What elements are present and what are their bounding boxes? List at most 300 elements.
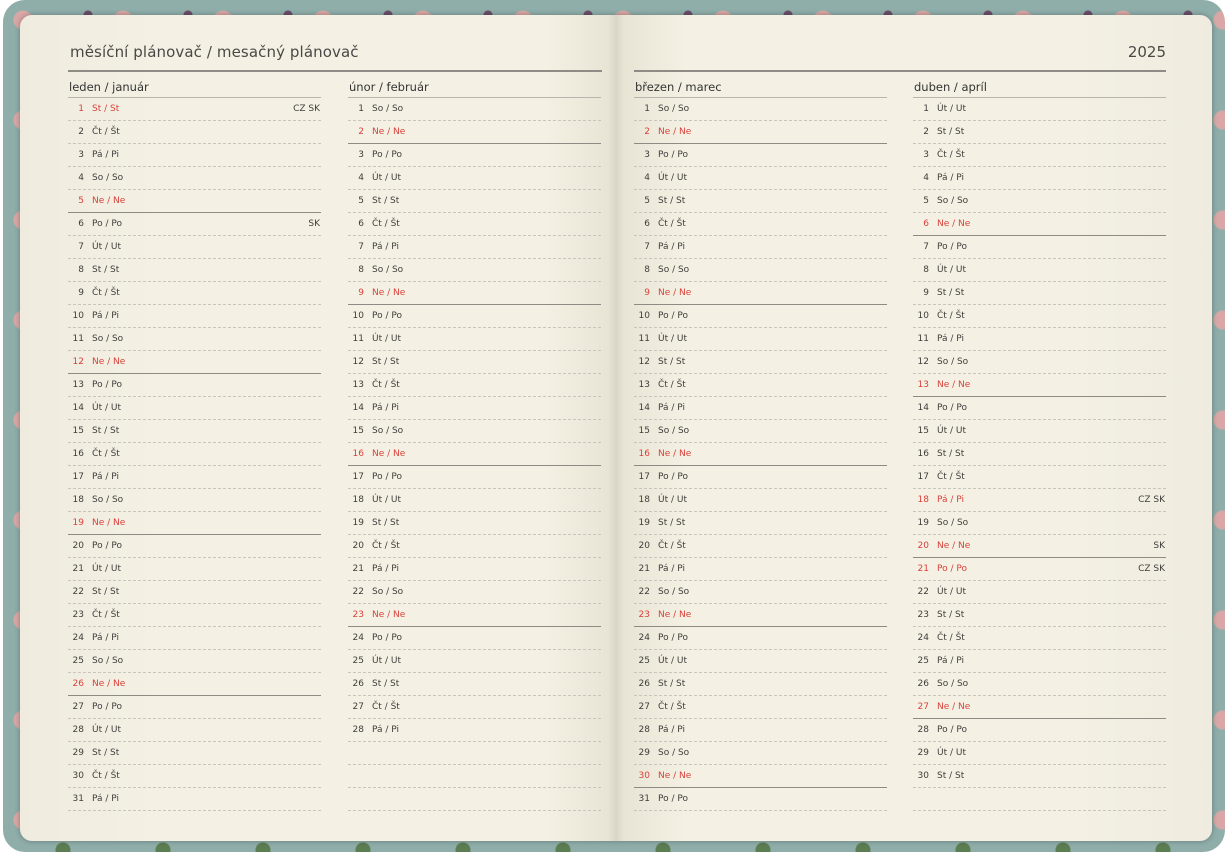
weekday-label: Út / Ut [92,403,121,413]
day-row [348,581,601,604]
weekday-label: Ne / Ne [658,449,692,459]
day-number: 10 [917,311,929,321]
weekday-label: St / St [92,104,120,114]
day-row [68,167,321,190]
day-number: 12 [72,357,84,367]
day-number: 19 [917,518,929,528]
day-row [913,650,1166,673]
day-row [634,443,887,466]
day-row [348,673,601,696]
weekday-label: Po / Po [92,380,122,390]
day-number: 27 [638,702,650,712]
day-row [913,213,1166,236]
day-number: 9 [78,288,84,298]
day-number: 25 [638,656,650,666]
day-row [348,696,601,719]
day-number: 19 [638,518,650,528]
day-row [913,489,1166,512]
day-number: 27 [352,702,364,712]
weekday-label: Ne / Ne [372,127,406,137]
day-row [913,627,1166,650]
day-row [348,282,601,305]
month-column-march [634,77,887,811]
weekday-label: Čt / Št [372,380,400,390]
day-row [913,144,1166,167]
day-number: 16 [72,449,84,459]
day-number: 30 [917,771,929,781]
day-number: 29 [72,748,84,758]
month-column-february [348,77,601,811]
day-row [68,719,321,742]
day-row [913,397,1166,420]
page-title: měsíční plánovač / mesačný plánovač [70,43,359,61]
day-row [68,351,321,374]
weekday-label: Čt / Št [372,702,400,712]
day-row [348,765,601,788]
day-number: 5 [923,196,929,206]
day-number: 15 [917,426,929,436]
day-number: 5 [644,196,650,206]
day-row [68,581,321,604]
day-number: 9 [923,288,929,298]
day-number: 1 [644,104,650,114]
day-number: 22 [72,587,84,597]
day-number: 8 [923,265,929,275]
day-row [348,397,601,420]
day-number: 16 [638,449,650,459]
weekday-label: Čt / Št [372,219,400,229]
weekday-label: Ne / Ne [92,679,126,689]
weekday-label: Čt / Št [937,633,965,643]
weekday-label: Čt / Št [92,449,120,459]
day-row [913,98,1166,121]
day-number: 3 [78,150,84,160]
weekday-label: Po / Po [937,242,967,252]
weekday-label: St / St [937,449,965,459]
day-number: 10 [638,311,650,321]
day-row [68,604,321,627]
day-row [634,558,887,581]
day-row [68,282,321,305]
weekday-label: St / St [92,265,120,275]
weekday-label: St / St [937,288,965,298]
day-row [348,650,601,673]
weekday-label: Pá / Pi [937,334,965,344]
day-row [348,742,601,765]
weekday-label: Út / Ut [658,334,687,344]
day-number: 7 [923,242,929,252]
day-row [68,259,321,282]
day-number: 18 [72,495,84,505]
day-number: 24 [638,633,650,643]
weekday-label: Út / Ut [372,334,401,344]
day-number: 22 [638,587,650,597]
day-number: 5 [78,196,84,206]
weekday-label: Út / Ut [92,564,121,574]
day-number: 24 [352,633,364,643]
day-number: 6 [78,219,84,229]
weekday-label: Po / Po [92,219,122,229]
weekday-label: St / St [372,679,400,689]
day-list [68,97,321,811]
day-row [913,673,1166,696]
weekday-label: Ne / Ne [372,288,406,298]
day-row [913,190,1166,213]
weekday-label: So / So [937,357,969,367]
weekday-label: Pá / Pi [937,656,965,666]
day-row [634,788,887,811]
day-row [68,512,321,535]
day-row [348,489,601,512]
weekday-label: St / St [658,357,686,367]
weekday-label: Út / Ut [937,265,966,275]
day-row [634,259,887,282]
day-row [913,719,1166,742]
planner-pages [20,15,1212,841]
weekday-label: Pá / Pi [658,725,686,735]
weekday-label: Po / Po [372,472,402,482]
day-row [634,305,887,328]
holiday-note: CZ SK [293,104,320,114]
day-number: 21 [638,564,650,574]
weekday-label: Čt / Št [658,702,686,712]
weekday-label: So / So [658,265,690,275]
day-row [68,742,321,765]
weekday-label: Pá / Pi [937,495,965,505]
day-row [913,121,1166,144]
day-number: 5 [358,196,364,206]
weekday-label: So / So [658,748,690,758]
day-row [348,190,601,213]
day-number: 8 [358,265,364,275]
holiday-note: CZ SK [1138,495,1165,505]
day-row [634,627,887,650]
day-number: 1 [78,104,84,114]
weekday-label: So / So [937,518,969,528]
day-row [68,696,321,719]
day-number: 20 [352,541,364,551]
weekday-label: So / So [92,495,124,505]
day-number: 6 [358,219,364,229]
day-row [348,719,601,742]
weekday-label: Pá / Pi [92,150,120,160]
weekday-label: Út / Ut [658,656,687,666]
day-number: 16 [917,449,929,459]
weekday-label: Po / Po [372,633,402,643]
day-number: 29 [638,748,650,758]
weekday-label: Ne / Ne [937,380,971,390]
day-row [634,374,887,397]
day-row [634,98,887,121]
day-row [634,167,887,190]
day-row [913,351,1166,374]
day-row [348,305,601,328]
weekday-label: So / So [372,104,404,114]
weekday-label: Ne / Ne [372,449,406,459]
day-row [348,604,601,627]
day-row [913,328,1166,351]
day-row [634,535,887,558]
weekday-label: Po / Po [92,702,122,712]
weekday-label: St / St [658,518,686,528]
day-number: 17 [352,472,364,482]
day-row [634,673,887,696]
weekday-label: Út / Ut [658,495,687,505]
day-number: 3 [644,150,650,160]
day-row [68,98,321,121]
weekday-label: Pá / Pi [658,242,686,252]
weekday-label: Út / Ut [92,242,121,252]
month-name: leden / január [69,80,149,94]
day-number: 22 [917,587,929,597]
day-number: 7 [644,242,650,252]
weekday-label: Čt / Št [937,472,965,482]
weekday-label: Ne / Ne [937,219,971,229]
day-row [348,213,601,236]
weekday-label: Pá / Pi [92,794,120,804]
day-number: 23 [917,610,929,620]
day-number: 4 [358,173,364,183]
weekday-label: Čt / Št [92,288,120,298]
weekday-label: St / St [937,610,965,620]
day-number: 11 [917,334,929,344]
day-row [913,374,1166,397]
day-number: 15 [638,426,650,436]
day-row [68,558,321,581]
day-list [348,97,601,811]
day-number: 17 [72,472,84,482]
day-number: 6 [644,219,650,229]
weekday-label: Čt / Št [658,380,686,390]
day-number: 31 [638,794,650,804]
year-label: 2025 [1127,43,1166,61]
day-number: 17 [638,472,650,482]
weekday-label: Čt / Št [92,771,120,781]
day-row [348,236,601,259]
day-number: 21 [352,564,364,574]
day-number: 13 [917,380,929,390]
weekday-label: Ne / Ne [937,702,971,712]
day-number: 3 [923,150,929,160]
weekday-label: Po / Po [937,403,967,413]
weekday-label: St / St [372,357,400,367]
day-number: 15 [352,426,364,436]
weekday-label: Ne / Ne [658,771,692,781]
day-number: 18 [352,495,364,505]
day-row [68,397,321,420]
day-row [913,466,1166,489]
day-number: 14 [638,403,650,413]
weekday-label: St / St [372,196,400,206]
weekday-label: Pá / Pi [372,725,400,735]
day-row [68,190,321,213]
day-number: 30 [72,771,84,781]
day-number: 7 [358,242,364,252]
day-number: 26 [352,679,364,689]
day-number: 17 [917,472,929,482]
weekday-label: St / St [937,127,965,137]
day-number: 14 [352,403,364,413]
weekday-label: St / St [372,518,400,528]
day-row [634,466,887,489]
day-row [634,282,887,305]
day-number: 23 [72,610,84,620]
day-number: 4 [644,173,650,183]
day-row [913,259,1166,282]
day-row [68,535,321,558]
weekday-label: Ne / Ne [92,357,126,367]
day-row [68,788,321,811]
day-row [634,213,887,236]
day-number: 9 [358,288,364,298]
day-row [348,374,601,397]
day-number: 2 [358,127,364,137]
weekday-label: So / So [937,196,969,206]
month-column-january [68,77,321,811]
day-number: 7 [78,242,84,252]
day-row [348,351,601,374]
day-number: 25 [72,656,84,666]
weekday-label: So / So [92,173,124,183]
day-row [348,98,601,121]
day-row [913,535,1166,558]
day-number: 14 [72,403,84,413]
weekday-label: Út / Ut [937,426,966,436]
weekday-label: Pá / Pi [937,173,965,183]
weekday-label: So / So [372,426,404,436]
day-row [634,512,887,535]
weekday-label: Po / Po [372,311,402,321]
weekday-label: Út / Ut [937,104,966,114]
weekday-label: St / St [92,587,120,597]
day-row [634,190,887,213]
weekday-label: Út / Ut [372,495,401,505]
day-number: 25 [352,656,364,666]
day-row [913,788,1166,811]
day-number: 9 [644,288,650,298]
weekday-label: Po / Po [92,541,122,551]
weekday-label: So / So [937,679,969,689]
weekday-label: So / So [658,426,690,436]
holiday-note: SK [1153,541,1165,551]
day-number: 11 [72,334,84,344]
day-number: 2 [923,127,929,137]
weekday-label: So / So [92,334,124,344]
weekday-label: Ne / Ne [658,610,692,620]
day-row [913,236,1166,259]
day-number: 26 [638,679,650,689]
day-number: 13 [72,380,84,390]
day-row [68,627,321,650]
day-number: 31 [72,794,84,804]
day-number: 23 [352,610,364,620]
day-number: 18 [638,495,650,505]
weekday-label: Út / Ut [372,656,401,666]
day-number: 20 [72,541,84,551]
day-number: 6 [923,219,929,229]
day-row [634,351,887,374]
holiday-note: SK [308,219,320,229]
day-row [68,420,321,443]
day-number: 26 [917,679,929,689]
day-number: 24 [917,633,929,643]
day-number: 25 [917,656,929,666]
weekday-label: So / So [658,104,690,114]
day-number: 10 [72,311,84,321]
day-row [68,673,321,696]
weekday-label: Út / Ut [937,748,966,758]
day-row [348,259,601,282]
weekday-label: Po / Po [372,150,402,160]
day-row [634,581,887,604]
day-row [348,466,601,489]
weekday-label: Čt / Št [372,541,400,551]
day-number: 2 [78,127,84,137]
weekday-label: Ne / Ne [92,196,126,206]
header-rule-right [634,70,1166,72]
day-row [68,305,321,328]
day-row [913,742,1166,765]
day-row [913,167,1166,190]
day-row [913,765,1166,788]
day-number: 21 [72,564,84,574]
day-number: 12 [638,357,650,367]
weekday-label: So / So [372,587,404,597]
weekday-label: Po / Po [658,633,688,643]
day-number: 12 [917,357,929,367]
day-row [913,305,1166,328]
day-row [68,765,321,788]
day-row [68,213,321,236]
day-row [634,719,887,742]
day-row [634,144,887,167]
weekday-label: So / So [92,656,124,666]
day-row [348,328,601,351]
day-row [913,512,1166,535]
day-number: 1 [923,104,929,114]
day-number: 3 [358,150,364,160]
day-number: 4 [78,173,84,183]
weekday-label: Pá / Pi [658,403,686,413]
header-rule-left [68,70,602,72]
day-row [348,788,601,811]
day-number: 28 [72,725,84,735]
day-number: 27 [917,702,929,712]
day-number: 2 [644,127,650,137]
weekday-label: Čt / Št [937,311,965,321]
day-number: 28 [638,725,650,735]
weekday-label: Pá / Pi [372,564,400,574]
day-number: 29 [917,748,929,758]
weekday-label: St / St [92,426,120,436]
month-name: březen / marec [635,80,722,94]
day-row [348,627,601,650]
weekday-label: Pá / Pi [372,403,400,413]
day-row [68,374,321,397]
day-row [348,512,601,535]
day-number: 15 [72,426,84,436]
month-column-april [913,77,1166,811]
month-name: duben / apríl [914,80,987,94]
day-row [634,650,887,673]
day-number: 14 [917,403,929,413]
day-row [68,443,321,466]
weekday-label: Ne / Ne [658,127,692,137]
weekday-label: Ne / Ne [658,288,692,298]
day-row [913,696,1166,719]
weekday-label: Po / Po [658,794,688,804]
weekday-label: Po / Po [937,725,967,735]
